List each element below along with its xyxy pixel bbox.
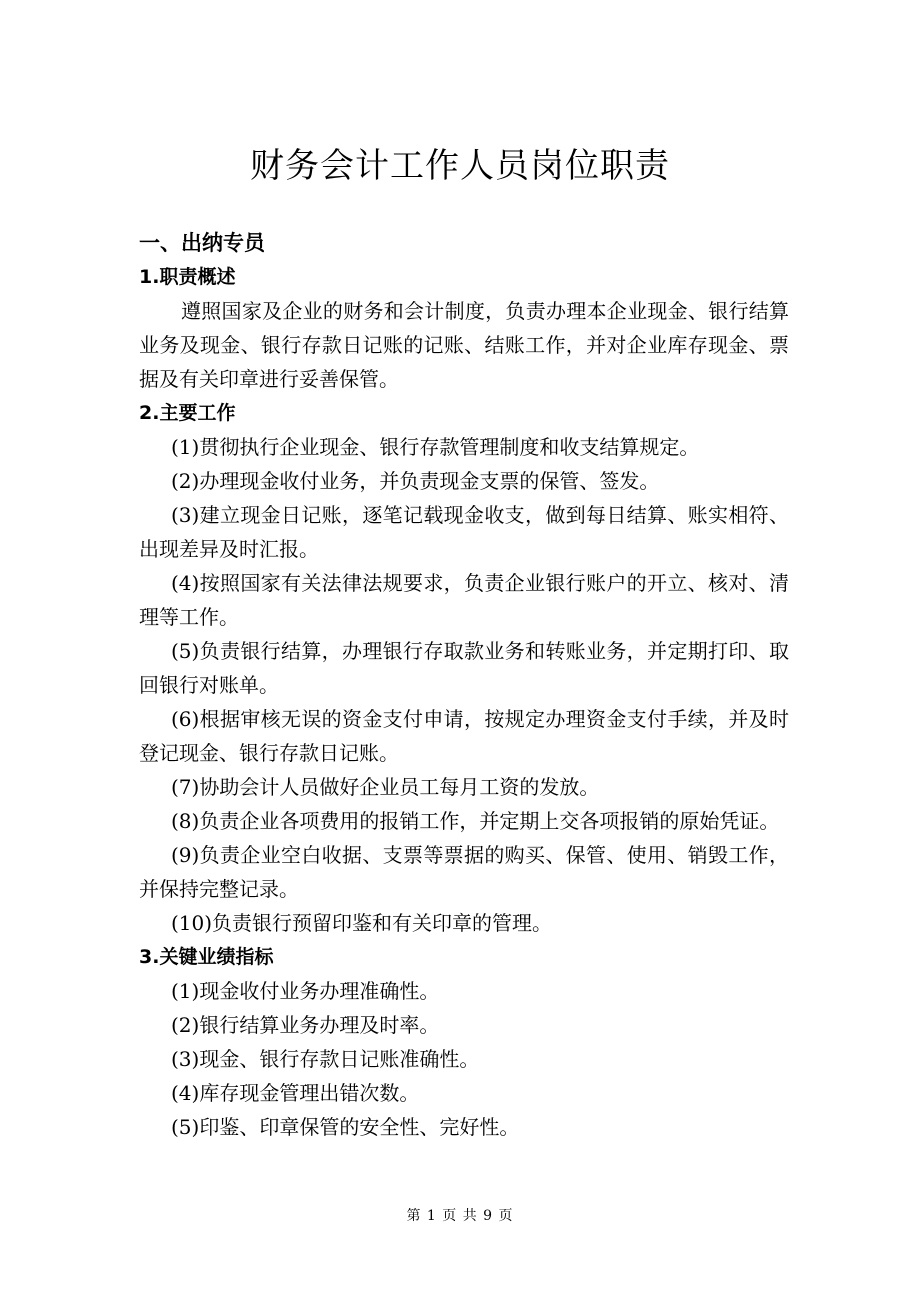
main-work-item: (3)建立现金日记账，逐笔记载现金收支，做到每日结算、账实相符、出现差异及时汇报。 [139,503,789,561]
main-work-item: (5)负责银行结算，办理银行存取款业务和转账业务，并定期打印、取回银行对账单。 [139,639,789,697]
main-work-item: (6)根据审核无误的资金支付申请，按规定办理资金支付手续，并及时登记现金、银行存款日记账。 [139,707,789,765]
kpi-item: (5)印鉴、印章保管的安全性、完好性。 [171,1115,520,1139]
kpi-item: (4)库存现金管理出错次数。 [171,1081,420,1105]
main-work-item: (4)按照国家有关法律法规要求，负责企业银行账户的开立、核对、清理等工作。 [139,571,789,629]
subheading-kpi: 3.关键业绩指标 [139,946,274,968]
main-work-item: (8)负责企业各项费用的报销工作，并定期上交各项报销的原始凭证。 [171,809,780,833]
main-work-item: (9)负责企业空白收据、支票等票据的购买、保管、使用、销毁工作，并保持完整记录。 [139,843,789,901]
main-work-item: (2)办理现金收付业务，并负责现金支票的保管、签发。 [171,469,660,493]
overview-paragraph: 遵照国家及企业的财务和会计制度，负责办理本企业现金、银行结算业务及现金、银行存款日记账的记账、结账工作，并对企业库存现金、票据及有关印章进行妥善保管。 [139,299,789,391]
main-work-item: (7)协助会计人员做好企业员工每月工资的发放。 [171,775,600,799]
section-title: 一、出纳专员 [139,231,265,255]
kpi-item: (2)银行结算业务办理及时率。 [171,1013,440,1037]
document-body [139,226,789,1144]
kpi-item: (1)现金收付业务办理准确性。 [171,979,440,1003]
subheading-overview: 1.职责概述 [139,266,236,288]
page-footer: 第 1 页 共 9 页 [406,1208,514,1224]
document-title: 财务会计工作人员岗位职责 [250,146,670,186]
kpi-item: (3)现金、银行存款日记账准确性。 [171,1047,480,1071]
subheading-main-work: 2.主要工作 [139,402,236,424]
main-work-item: (1)贯彻执行企业现金、银行存款管理制度和收支结算规定。 [171,435,700,459]
main-work-item: (10)负责银行预留印鉴和有关印章的管理。 [171,911,553,935]
